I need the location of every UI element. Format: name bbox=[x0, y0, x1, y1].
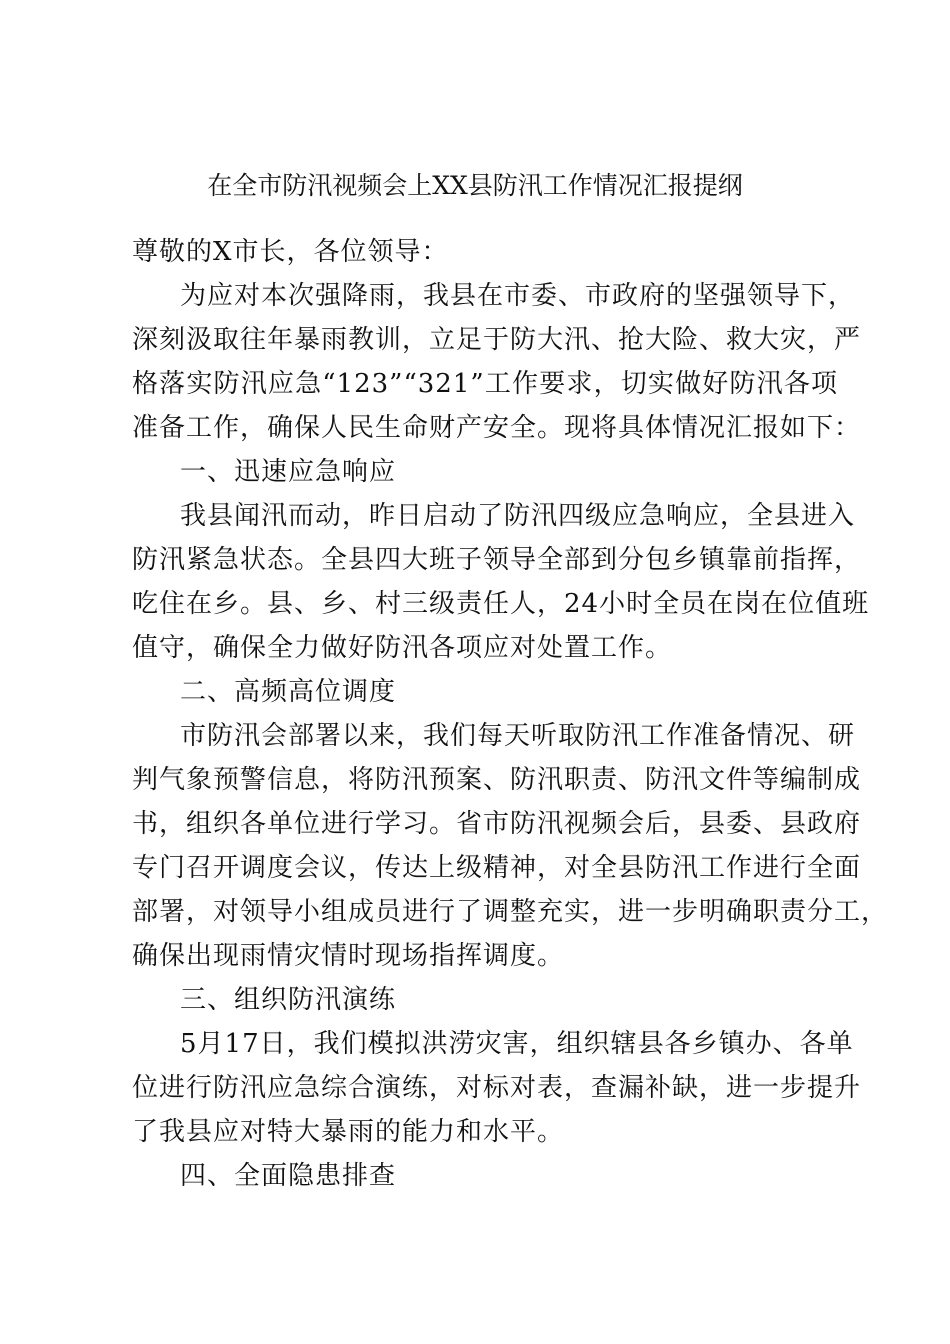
section-2-line-3: 书，组织各单位进行学习。省市防汛视频会后，县委、县政府 bbox=[132, 809, 862, 839]
section-2-line-1: 市防汛会部署以来，我们每天听取防汛工作准备情况、研 bbox=[180, 721, 856, 751]
section-1-line-1: 我县闻汛而动，昨日启动了防汛四级应急响应，全县进入 bbox=[180, 501, 856, 531]
section-1-line-4: 值守，确保全力做好防汛各项应对处置工作。 bbox=[132, 633, 673, 663]
intro-line-3: 格落实防汛应急“123”“321”工作要求，切实做好防汛各项 bbox=[132, 369, 838, 399]
section-3-line-1: 5月17日，我们模拟洪涝灾害，组织辖县各乡镇办、各单 bbox=[180, 1029, 854, 1059]
intro-line-1: 为应对本次强降雨，我县在市委、市政府的坚强领导下， bbox=[180, 281, 856, 311]
section-1-line-3: 吃住在乡。县、乡、村三级责任人，24小时全员在岗在位值班 bbox=[132, 589, 870, 619]
intro-line-2: 深刻汲取往年暴雨教训，立足于防大汛、抢大险、救大灾，严 bbox=[132, 325, 862, 355]
intro-line-4: 准备工作，确保人民生命财产安全。现将具体情况汇报如下： bbox=[132, 413, 862, 443]
section-heading-1: 一、迅速应急响应 bbox=[180, 457, 397, 487]
salutation: 尊敬的X市长，各位领导： bbox=[132, 237, 449, 267]
section-heading-4: 四、全面隐患排查 bbox=[180, 1161, 397, 1191]
section-2-line-4: 专门召开调度会议，传达上级精神，对全县防汛工作进行全面 bbox=[132, 853, 862, 883]
section-3-line-2: 位进行防汛应急综合演练，对标对表，查漏补缺，进一步提升 bbox=[132, 1073, 862, 1103]
section-heading-2: 二、高频高位调度 bbox=[180, 677, 397, 707]
section-2-line-2: 判气象预警信息，将防汛预案、防汛职责、防汛文件等编制成 bbox=[132, 765, 862, 795]
section-2-line-6: 确保出现雨情灾情时现场指挥调度。 bbox=[132, 941, 565, 971]
section-2-line-5: 部署，对领导小组成员进行了调整充实，进一步明确职责分工， bbox=[132, 897, 889, 927]
document-title: 在全市防汛视频会上XX县防汛工作情况汇报提纲 bbox=[207, 171, 743, 200]
section-heading-3: 三、组织防汛演练 bbox=[180, 985, 397, 1015]
section-3-line-3: 了我县应对特大暴雨的能力和水平。 bbox=[132, 1117, 565, 1147]
section-1-line-2: 防汛紧急状态。全县四大班子领导全部到分包乡镇靠前指挥， bbox=[132, 545, 862, 575]
